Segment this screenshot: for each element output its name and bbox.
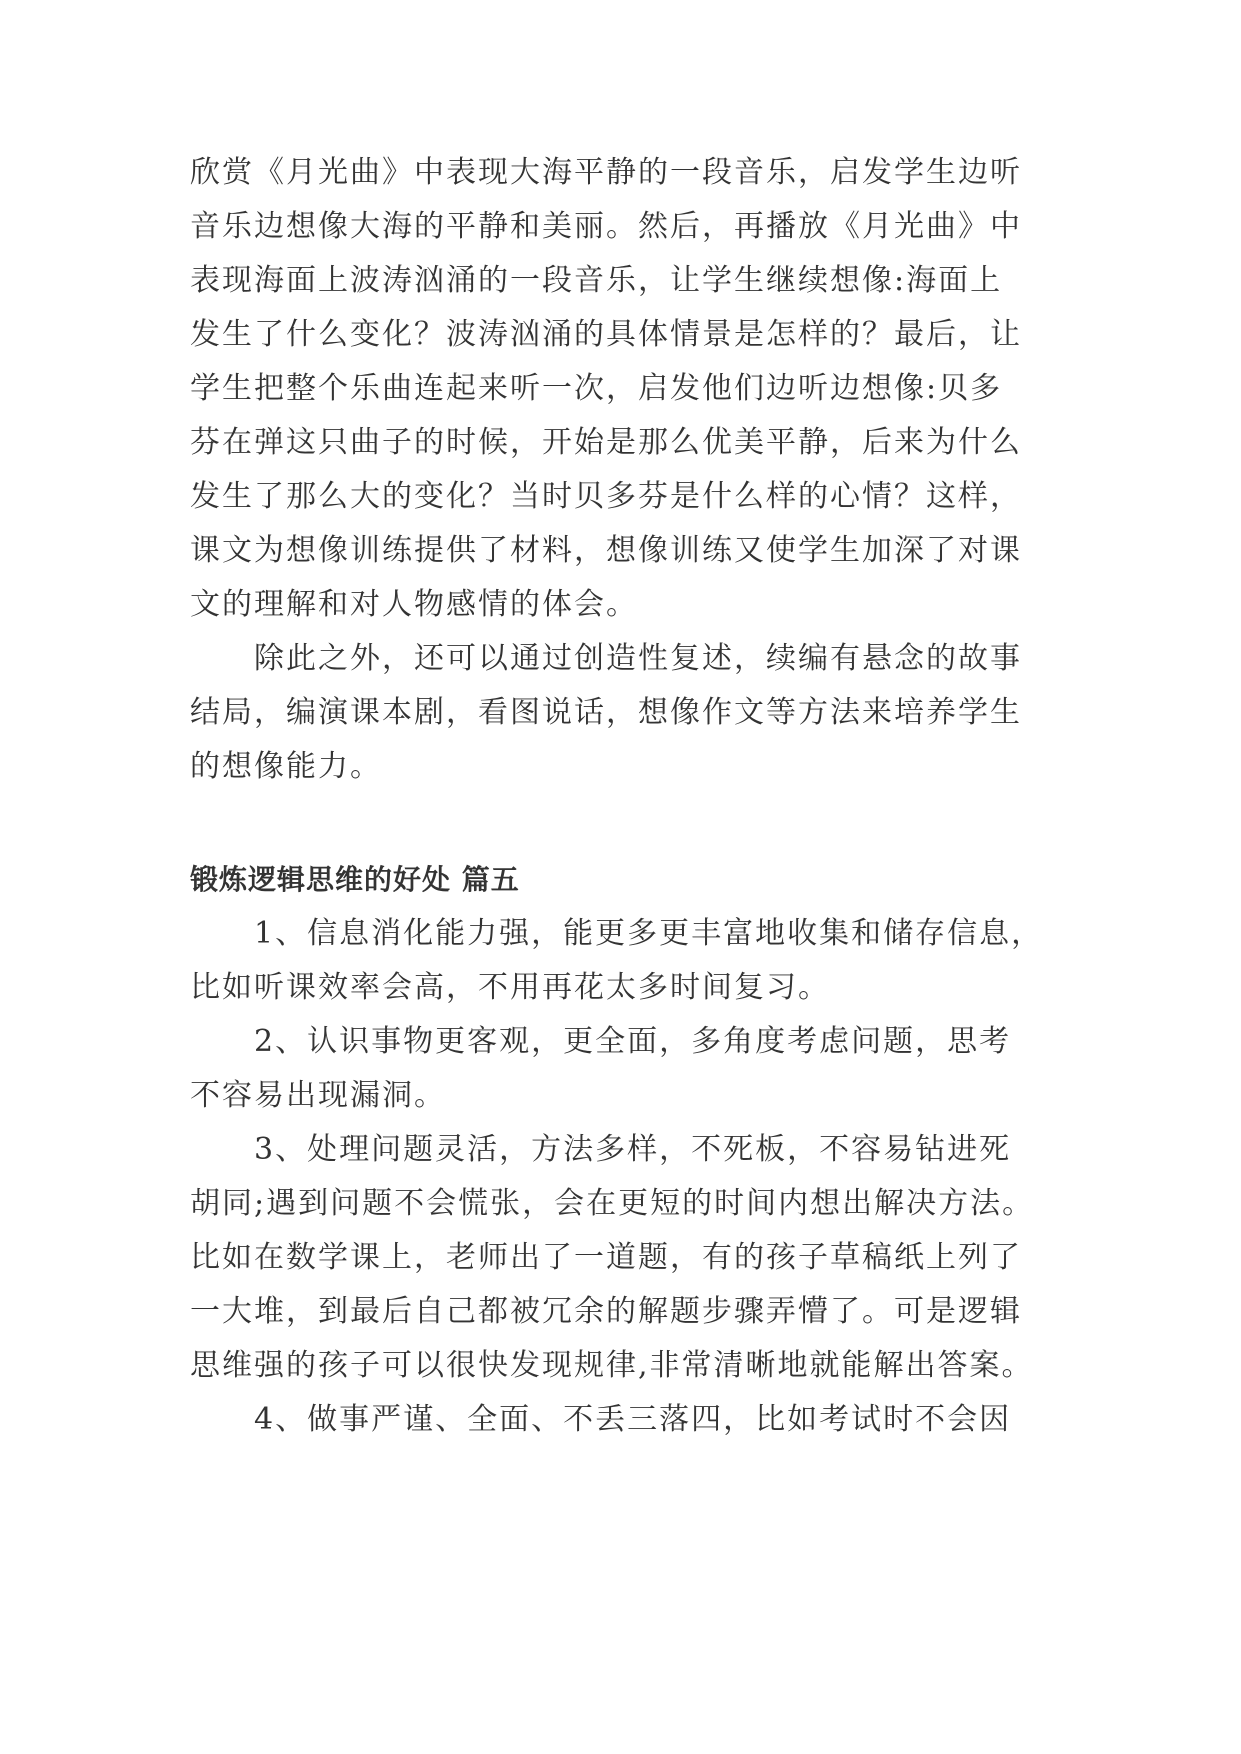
text-line: 1、信息消化能力强，能更多更丰富地收集和储存信息， [254,916,1044,951]
text-line: 4、做事严谨、全面、不丢三落四，比如考试时不会因 [254,1402,1012,1437]
text-line: 思维强的孩子可以很快发现规律,非常清晰地就能解出答案。 [190,1348,1034,1383]
text-line: 不容易出现漏洞。 [190,1078,446,1113]
text-line: 的想像能力。 [190,749,382,784]
text-line: 课文为想像训练提供了材料，想像训练又使学生加深了对课 [190,533,1022,568]
text-line: 3、处理问题灵活，方法多样，不死板，不容易钻进死 [254,1132,1012,1167]
text-line: 芬在弹这只曲子的时候，开始是那么优美平静，后来为什么 [190,425,1022,460]
text-line: 比如听课效率会高，不用再花太多时间复习。 [190,970,830,1005]
text-line: 2、认识事物更客观，更全面，多角度考虑问题，思考 [254,1024,1012,1059]
text-line: 胡同;遇到问题不会慌张，会在更短的时间内想出解决方法。 [190,1186,1035,1221]
text-line: 比如在数学课上，老师出了一道题，有的孩子草稿纸上列了 [190,1240,1022,1275]
text-line: 学生把整个乐曲连起来听一次，启发他们边听边想像:贝多 [190,371,1003,406]
text-line: 结局，编演课本剧，看图说话，想像作文等方法来培养学生 [190,695,1022,730]
text-line: 表现海面上波涛汹涌的一段音乐，让学生继续想像:海面上 [190,263,1003,298]
text-line: 文的理解和对人物感情的体会。 [190,587,638,622]
text-line: 音乐边想像大海的平静和美丽。然后，再播放《月光曲》中 [190,209,1022,244]
text-line: 发生了那么大的变化？当时贝多芬是什么样的心情？这样， [190,479,1022,514]
text-line: 除此之外，还可以通过创造性复述，续编有悬念的故事 [254,641,1022,676]
text-line: 发生了什么变化？波涛汹涌的具体情景是怎样的？最后，让 [190,317,1022,352]
text-line: 欣赏《月光曲》中表现大海平静的一段音乐，启发学生边听 [190,155,1022,190]
section-heading: 锻炼逻辑思维的好处 篇五 [190,863,520,896]
text-line: 一大堆，到最后自己都被冗余的解题步骤弄懵了。可是逻辑 [190,1294,1022,1329]
